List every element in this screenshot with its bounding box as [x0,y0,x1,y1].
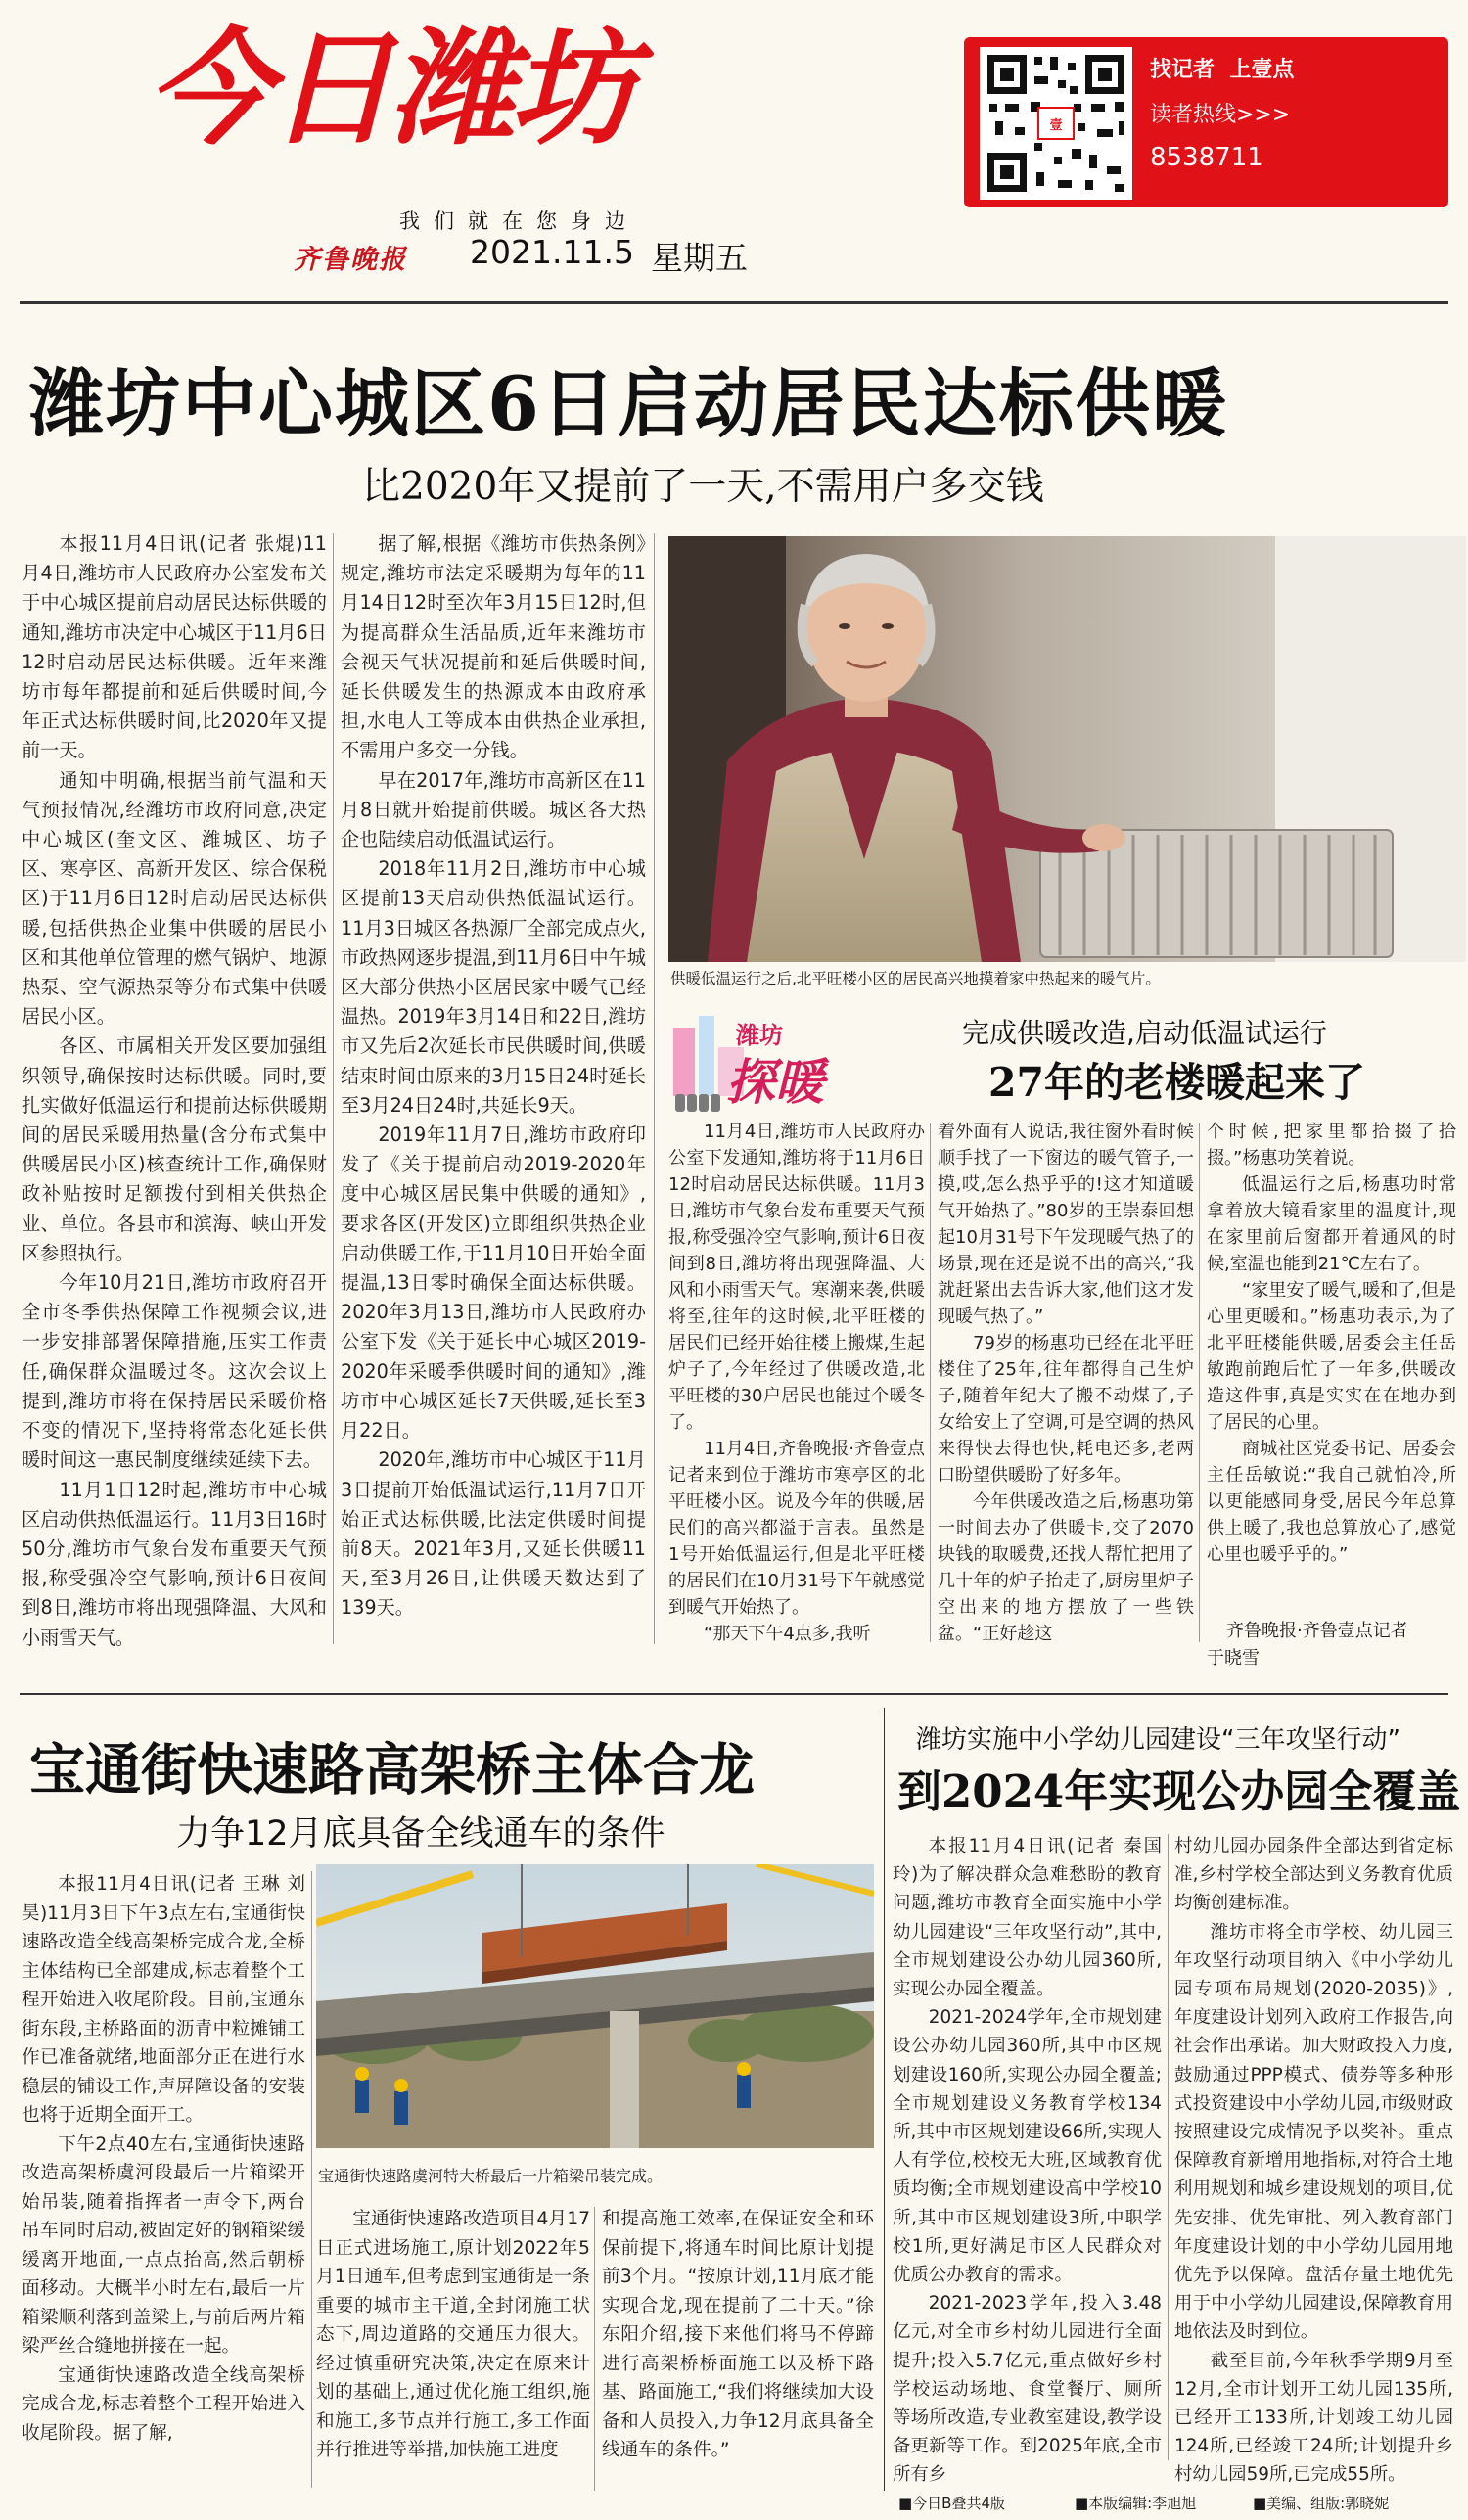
paragraph: 商城社区党委书记、居委会主任岳敏说:“我自己就怕冷,所以更能感同身受,居民今年总算供上暖了,我也总算放心了,感觉心里也暖乎乎的。” [1207,1439,1456,1565]
story2-col1 [668,1119,925,1647]
masthead-divider [20,301,1448,304]
story1-col1 [22,529,327,1653]
footer-designer: ■美编、组版:郭晓妮 [1253,2495,1390,2512]
paragraph: 2019年11月7日,潍坊市政府印发了《关于提前启动2019-2020年度中心城区居民集中供暖的通知》,要求各区(开发区)立即组织供热企业启动供暖工作,于11月10日开始全面提温,13日零时确保全面达标供暖。2020年3月13日,潍坊市人民政府办公室下发《关于延长中心城区2019-2020年采暖季供暖时间的通知》,潍坊市中心城区延长7天供暖,延长至3月22日。 [341,1123,646,1443]
story3-headline: 宝通街快速路高架桥主体合龙 [29,1737,755,1803]
paragraph: 村幼儿园办园条件全部达到省定标准,乡村学校全部达到义务教育优质均衡创建标准。 [1174,1836,1453,1914]
story1-photo-caption: 供暖低温运行之后,北平旺楼小区的居民高兴地摸着家中热起来的暖气片。 [670,970,1161,987]
paragraph: 今年10月21日,潍坊市政府召开全市冬季供热保障工作视频会议,进一步安排部署保障措施,压实工作责任,确保群众温暖过冬。这次会议上提到,潍坊市将在保持居民采暖价格不变的情况下,坚持将常态化延长供暖时间这一惠民制度继续延续下去。 [22,1271,327,1472]
paragraph: 宝通街快速路改造全线高架桥完成合龙,标志着整个工程开始进入收尾阶段。据了解, [22,2364,305,2444]
story4-col1 [893,1832,1162,2490]
issue-date: 2021.11.5 [470,233,634,271]
paragraph: 2018年11月2日,潍坊市中心城区提前13天启动供热低温试运行。11月3日城区各热源厂全部完成点火,市政热网逐步提温,到11月6日中午城区大部分供热小区居民家中暖气已经温热。2019年3月14日和22日,潍坊市又先后2次延长市民供暖时间,供暖结束时间由原来的3月15日24时延长至3月24日24时,共延长9天。 [341,857,646,1117]
masthead-title: 今日潍坊 [147,17,633,162]
paper-name-logo: 齐鲁晚报 [294,245,407,275]
paragraph: “家里安了暖气,暖和了,但是心里更暖和。”杨惠功表示,为了北平旺楼能供暖,居委会主任岳敏跑前跑后忙了一年多,供暖改造这件事,真是实实在在地办到了居民的心里。 [1207,1280,1456,1433]
tan-nuan-logo-line1: 潍坊 [736,1022,783,1049]
story1-subhead: 比2020年又提前了一天,不需用户多交钱 [362,465,1044,509]
paragraph: 11月4日,齐鲁晚报·齐鲁壹点记者来到位于潍坊市寒亭区的北平旺楼小区。说及今年的供暖,居民们的高兴都溢于言表。虽然是1号开始低温运行,但是北平旺楼的居民们在10月31号下午就感觉到暖气开始热了。 [668,1439,925,1618]
paragraph: 79岁的杨惠功已经在北平旺楼住了25年,往年都得自己生炉子,随着年纪大了搬不动煤了,子女给安上了空调,可是空调的热风来得快去得也快,耗电还多,老两口盼望供暖盼了好多年。 [938,1333,1194,1486]
hotline-line1: 找记者 上壹点 [1150,58,1295,82]
paragraph: 2021-2023学年,投入3.48亿元,对全市乡村幼儿园进行全面提升;投入5.7亿元,重点做好乡村学校运动场地、食堂餐厅、厕所等场所改造,专业教室建设,教学设备更新等工作。到2025年底,全市所有乡 [893,2293,1162,2486]
paragraph: “那天下午4点多,我听 [704,1624,871,1644]
story3-col3 [602,2205,874,2465]
hotline-box [964,37,1448,207]
paragraph: 下午2点40左右,宝通街快速路改造高架桥虞河段最后一片箱梁开始吊装,随着指挥者一声令下,两台吊车同时启动,被固定好的钢箱梁缓缓离开地面,一点点抬高,然后朝桥面移动。大概半小时左右,最后一片箱梁顺利落到盖梁上,与前后两片箱梁严丝合缝地拼接在一起。 [22,2133,305,2357]
story1-headline: 潍坊中心城区6日启动居民达标供暖 [29,360,1228,447]
story1-col2 [341,529,646,1624]
section-divider [20,1693,1448,1695]
paragraph: 今年供暖改造之后,杨惠功第一时间去办了供暖卡,交了2070块钱的取暖费,还找人帮忙把用了几十年的炉子抬走了,厨房里炉子空出来的地方摆放了一些铁盆。“正好趁这 [938,1491,1194,1644]
paragraph: 各区、市属相关开发区要加强组织领导,确保按时达标供暖。同时,要扎实做好低温运行和提前达标供暖期间的居民采暖用热量(含分布式集中供暖居民小区)核查统计工作,确保财政补贴按时足额拨付到相关供热企业、单位。各县市和滨海、峡山开发区参照执行。 [22,1034,327,1264]
paragraph: 本报11月4日讯(记者 张焜)11月4日,潍坊市人民政府办公室发布关于中心城区提前启动居民达标供暖的通知,潍坊市决定中心城区于11月6日12时启动居民达标供暖。近年来潍坊市每年都提前和延后供暖时间,今年正式达标供暖时间,比2020年又提前一天。 [22,532,327,762]
tan-nuan-logo [669,1008,855,1116]
paragraph: 宝通街快速路改造项目4月17日正式进场施工,原计划2022年5月1日通车,但考虑到宝通街是一条重要的城市主干道,全封闭施工状态下,周边道路的交通压力很大。经过慎重研究决策,决定在原来计划的基础上,通过优化施工组织,施和施工,多节点并行施工,多工作面并行推进等举措,加快施工进度 [316,2209,590,2460]
story2-col2 [938,1119,1194,1647]
paragraph: 潍坊市将全市学校、幼儿园三年攻坚行动项目纳入《中小学幼儿园专项布局规划(2020-2035)》,年度建设计划列入政府工作报告,向社会作出承诺。加大财政投入力度,鼓励通过PPP模式、债券等多种形式投资建设中小学幼儿园,市级财政按照建设完成情况予以奖补。重点保障教育新增用地指标,对符合土地利用规划和城乡建设规划的项目,优先安排、优先审批、列入教育部门年度建设计划的中小学幼儿园用地优先予以保障。盘活存量土地优先用于中小学幼儿园建设,保障教育用地依法及时到位。 [1174,1921,1453,2343]
story4-col2 [1174,1832,1453,2490]
tan-nuan-logo-line2: 探暖 [726,1054,824,1111]
paragraph: 通知中明确,根据当前气温和天气预报情况,经潍坊市政府同意,决定中心城区(奎文区、潍城区、坊子区、寒亭区、高新开发区、综合保税区)于11月6日12时启动居民达标供暖,包括供热企业集中供暖的居民小区和其他单位管理的燃气锅炉、地源热泵、空气源热泵等分布式集中供暖居民小区。 [22,768,327,1029]
svg-text:壹: 壹 [1049,118,1063,133]
story2-kicker: 完成供暖改造,启动低温试运行 [962,1017,1327,1049]
issue-weekday: 星期五 [651,239,748,277]
paragraph: 早在2017年,潍坊市高新区在11月8日就开始提前供暖。城区各大热企也陆续启动低温试运行。 [341,768,646,851]
story2-byline-1: 齐鲁晚报·齐鲁壹点记者 [1226,1621,1408,1641]
paragraph: 本报11月4日讯(记者 秦国玲)为了解决群众急难愁盼的教育问题,潍坊市教育全面实施中小学幼儿园建设“三年攻坚行动”,其中,全市规划建设公办幼儿园360所,实现公办园全覆盖。 [893,1836,1162,2000]
story1-photo-elderly-woman-radiator [668,536,1466,962]
hotline-line2: 读者热线>>> [1150,103,1291,127]
qr-code-icon [980,47,1132,200]
hotline-number: 8538711 [1150,143,1263,172]
paragraph: 和提高施工效率,在保证安全和环保前提下,将通车时间比原计划提前3个月。“按原计划,11月底才能实现合龙,现在提前了二十天。”徐东阳介绍,接下来他们将马不停蹄进行高架桥桥面施工以及桥下路基、路面施工,“我们将继续加大设备和人员投入,力争12月底具备全线通车的条件。” [602,2209,874,2460]
paragraph: 低温运行之后,杨惠功时常拿着放大镜看家里的温度计,现在家里前后窗都开着通风的时候,室温也能到21℃左右了。 [1207,1174,1456,1274]
paragraph: 着外面有人说话,我往窗外看时候顺手找了一下窗边的暖气管子,一摸,哎,怎么热乎乎的!这才知道暖气开始热了。”80岁的王崇泰回想起10月31号下午发现暖气热了的场景,现在还是说不出的高兴,“我就赶紧出去告诉大家,他们这才发现暖气热了。” [938,1122,1194,1327]
story2-col3 [1207,1119,1456,1568]
paragraph: 截至目前,今年秋季学期9月至12月,全市计划开工幼儿园135所,已经开工133所,计划竣工幼儿园124所,已经竣工24所;计划提升乡村幼儿园59所,已完成55所。 [1174,2350,1453,2486]
story3-photo-caption: 宝通街快速路虞河特大桥最后一片箱梁吊装完成。 [318,2167,664,2185]
paragraph: 个时候,把家里都拾掇了拾掇。”杨惠功笑着说。 [1207,1122,1456,1168]
paragraph: 据了解,根据《潍坊市供热条例》规定,潍坊市法定采暖期为每年的11月14日12时至次年3月15日12时,但为提高群众生活品质,近年来潍坊市会视天气状况提前和延后供暖时间,延长供暖发生的热源成本由政府承担,水电人工等成本由供热企业承担,不需用户多交一分钱。 [341,532,646,762]
masthead-slogan: 我们就在您身边 [399,209,639,233]
story3-photo-bridge-beam-lifting [316,1864,874,2148]
footer-section: ■今日B叠共4版 [898,2495,1006,2512]
story3-subhead: 力争12月底具备全线通车的条件 [176,1814,665,1854]
paragraph: 2020年,潍坊市中心城区于11月3日提前开始低温试运行,11月7日开始正式达标供暖,比法定供暖时间提前8天。2021年3月,又延长供暖11天,至3月26日,让供暖天数达到了139天。 [341,1448,646,1620]
story3-col1 [22,1870,305,2448]
footer-editor: ■本版编辑:李旭旭 [1075,2495,1197,2512]
paragraph: 11月4日,潍坊市人民政府办公室下发通知,潍坊将于11月6日12时启动居民达标供暖。11月3日,潍坊市气象台发布重要天气预报,称受强冷空气影响,预计6日夜间到8日,潍坊将出现强降温、大风和小雨雪天气。寒潮来袭,供暖将至,往年的这时候,北平旺楼的居民们已经开始往楼上搬煤,生起炉子了,今年经过了供暖改造,北平旺楼的30户居民也能过个暖冬了。 [668,1122,925,1433]
story3-col2 [316,2205,590,2465]
paragraph: 2021-2024学年,全市规划建设公办幼儿园360所,其中市区规划建设160所,实现公办园全覆盖;全市规划建设义务教育学校134所,其中市区规划建设66所,实现人人有学位,校校无大班,区域教育优质均衡;全市规划建设高中学校10所,其中市区规划建设3所,中职学校1所,更好满足市区人民群众对优质公办教育的需求。 [893,2007,1162,2286]
story4-headline: 到2024年实现公办园全覆盖 [897,1765,1461,1817]
story4-kicker: 潍坊实施中小学幼儿园建设“三年攻坚行动” [916,1725,1400,1755]
story2-headline: 27年的老楼暖起来了 [988,1059,1366,1106]
story2-byline-2: 于晓雪 [1207,1648,1260,1669]
paragraph: 本报11月4日讯(记者 王琳 刘昊)11月3日下午3点左右,宝通街快速路改造全线高架桥完成合龙,全桥主体结构已全部建成,标志着整个工程开始进入收尾阶段。目前,宝通东街东段,主桥路面的沥青中粒摊铺工作已准备就绪,地面部分正在进行水稳层的铺设工作,声屏障设备的安装也将于近期全面开工。 [22,1874,305,2126]
paragraph: 11月1日12时起,潍坊市中心城区启动供热低温运行。11月3日16时50分,潍坊市气象台发布重要天气预报,称受强冷空气影响,预计6日夜间到8日,潍坊市将出现强降温、大风和小雨雪天气。 [22,1478,327,1649]
